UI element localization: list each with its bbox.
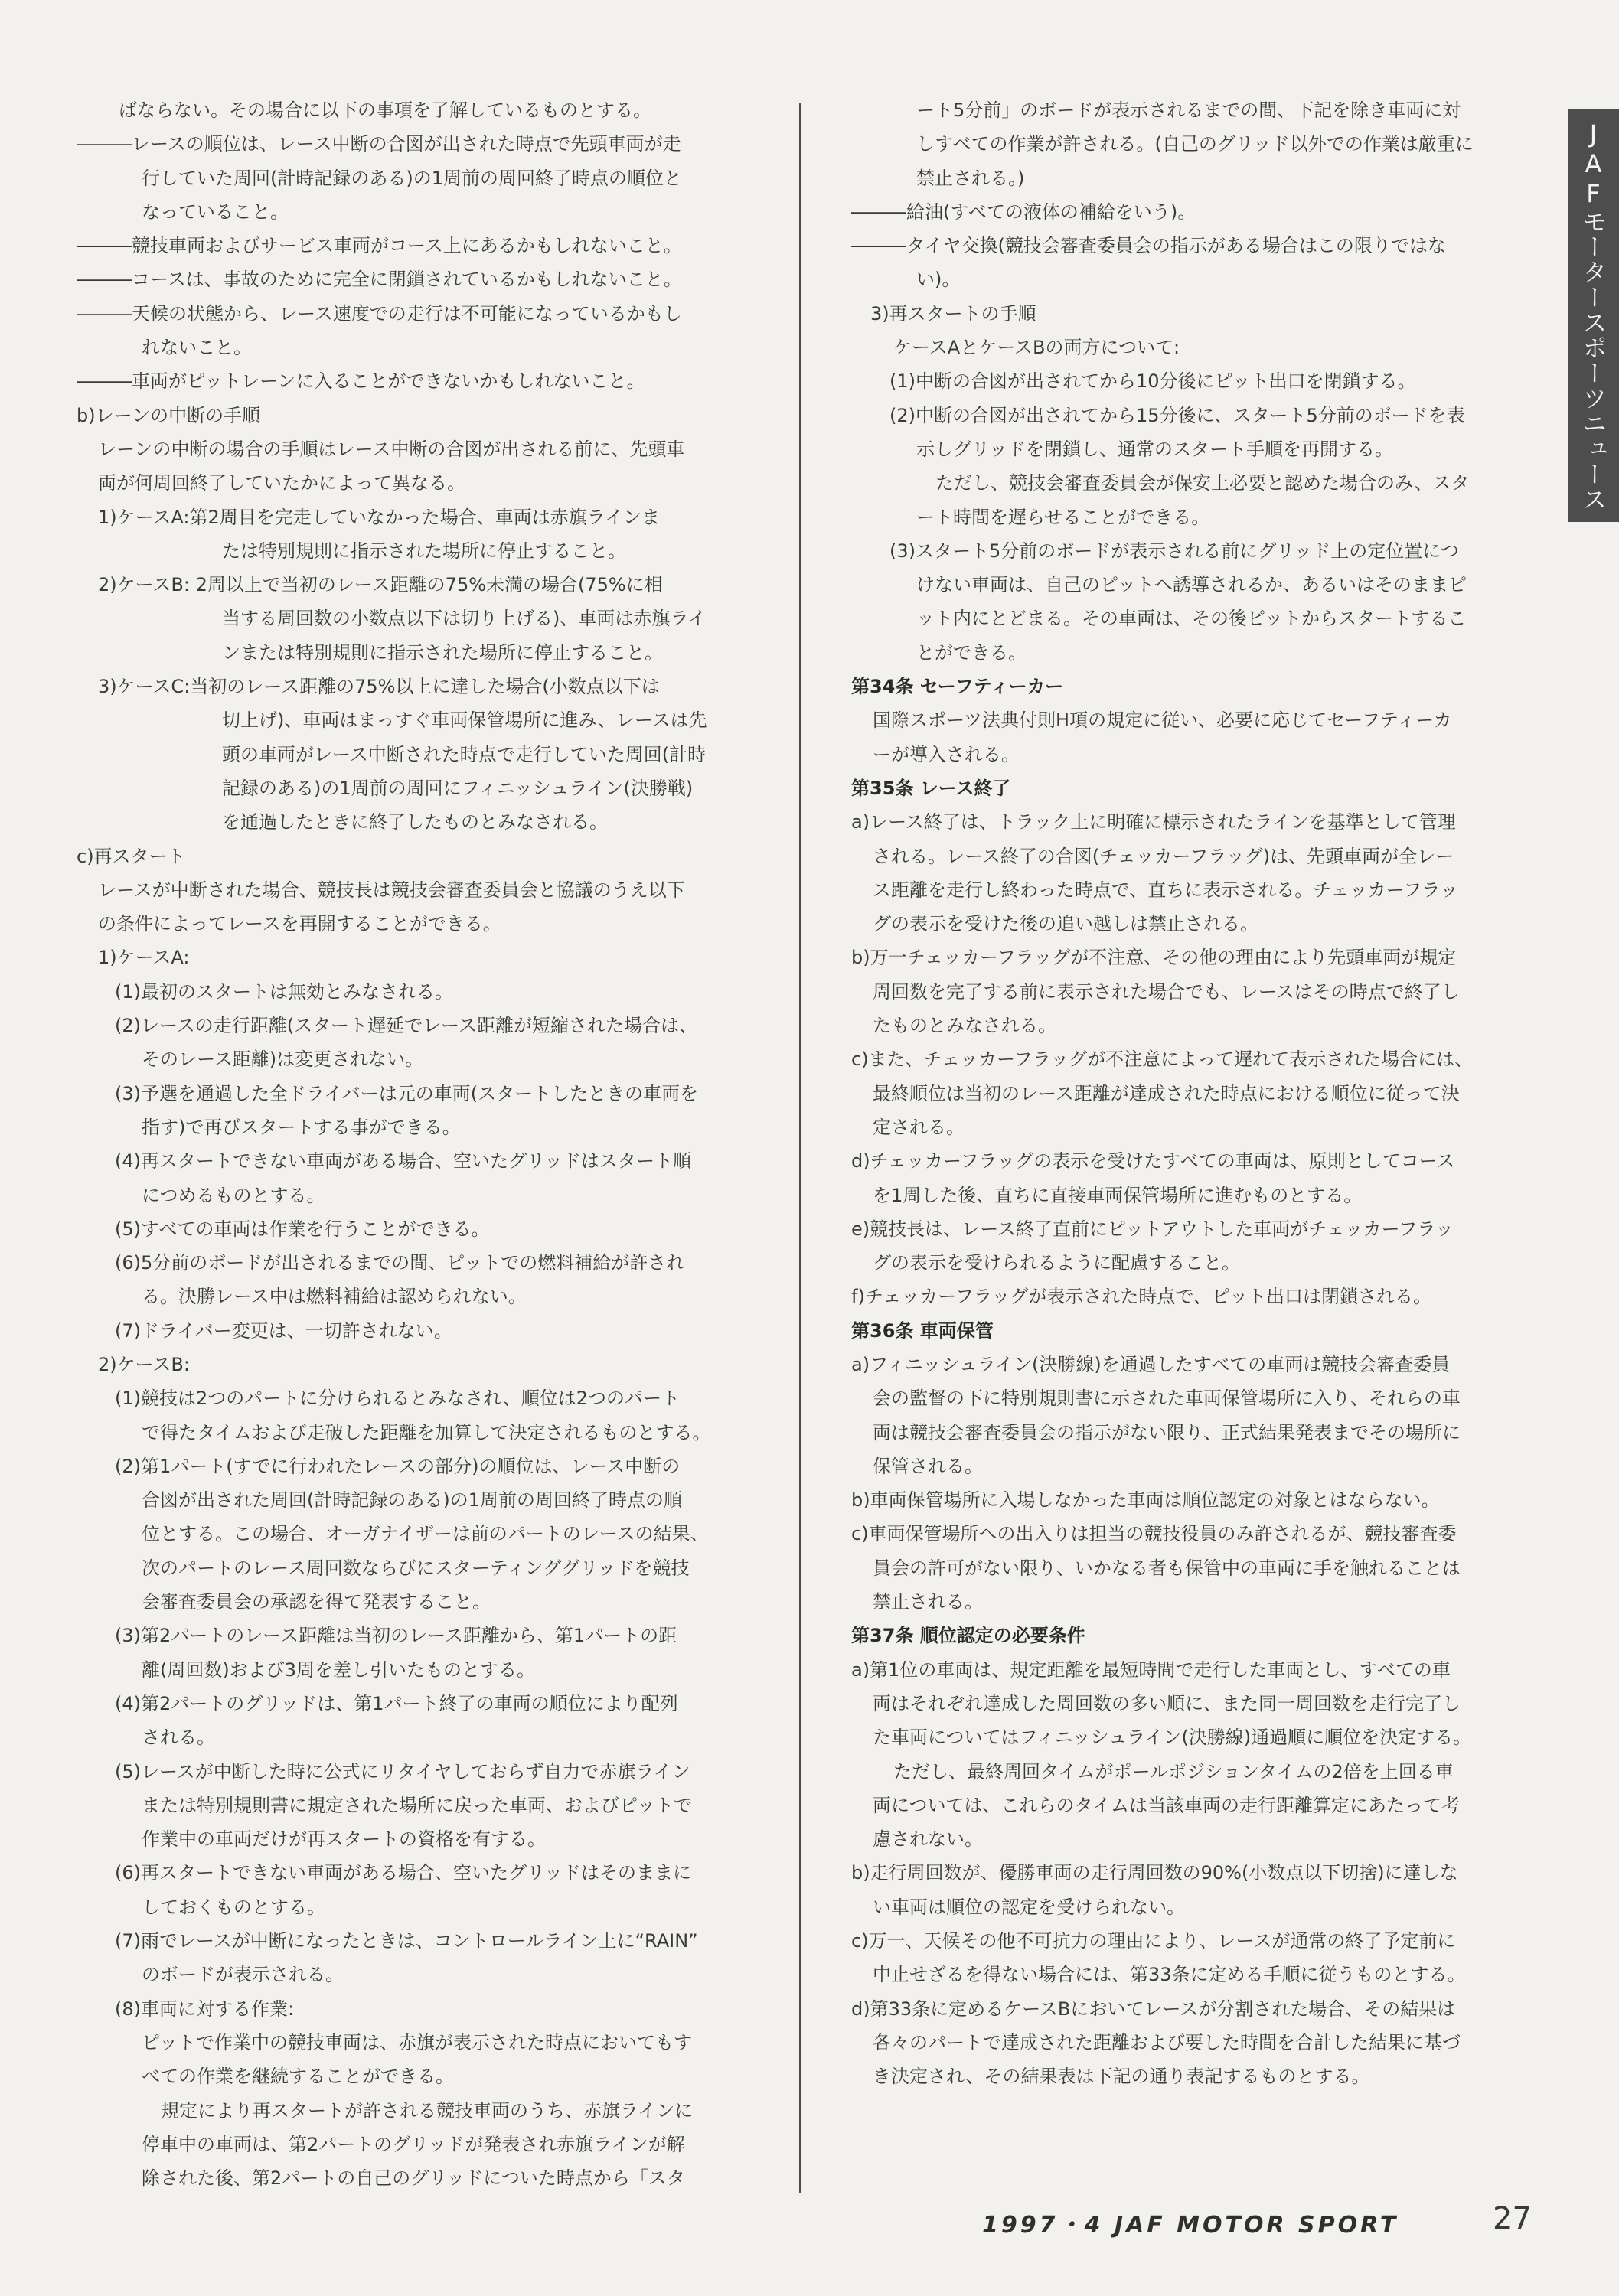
text-line: (7)ドライバー変更は、一切許されない。 (115, 1319, 452, 1342)
text-line: ーが導入される。 (873, 743, 1020, 765)
text-line: る。決勝レース中は燃料補給は認められない。 (142, 1286, 527, 1308)
text-line: 最終順位は当初のレース距離が達成された時点における順位に従って決 (873, 1082, 1460, 1104)
text-line: 行していた周回(計時記録のある)の1周前の周回終了時点の順位と (142, 167, 682, 189)
section-heading: 第35条 レース終了 (851, 777, 1011, 799)
text-line: (2)第1パート(すでに行われたレースの部分)の順位は、レース中断の (115, 1455, 681, 1477)
text-line: 合図が出された周回(計時記録のある)の1周前の周回終了時点の順 (142, 1489, 682, 1512)
text-line: 員会の許可がない限り、いかなる者も保管中の車両に手を触れることは (873, 1557, 1461, 1579)
text-line: 会の監督の下に特別規則書に示された車両保管場所に入り、それらの車 (873, 1388, 1461, 1410)
text-line: 規定により再スタートが許される競技車両のうち、赤旗ラインに (161, 2099, 694, 2122)
text-line: b)レーンの中断の手順 (77, 404, 261, 426)
text-line: 作業中の車両だけが再スタートの資格を有する。 (142, 1828, 546, 1851)
text-line: される。 (142, 1727, 215, 1749)
text-line: 禁止される。) (916, 167, 1025, 189)
text-line: ート5分前」のボードが表示されるまでの間、下記を除き車両に対 (916, 99, 1461, 121)
text-line: ケースAとケースBの両方について: (893, 337, 1180, 359)
text-line: ばならない。その場合に以下の事項を了解しているものとする。 (119, 99, 651, 121)
text-line: べての作業を継続することができる。 (142, 2066, 454, 2088)
section-heading: 第34条 セーフティーカー (851, 676, 1064, 698)
text-line: で得たタイムおよび走破した距離を加算して決定されるものとする。 (142, 1421, 711, 1443)
text-line: (6)再スタートできない車両がある場合、空いたグリッドはそのままに (115, 1862, 692, 1884)
text-line: けない車両は、自己のピットへ誘導されるか、あるいはそのままピ (916, 574, 1467, 596)
text-line: c)また、チェッカーフラッグが不注意によって遅れて表示された場合には、 (851, 1049, 1474, 1071)
side-tab: JAFモータースポーツニュース (1568, 109, 1619, 522)
text-line: ―――車両がピットレーンに入ることができないかもしれないこと。 (77, 370, 645, 393)
text-line: (8)車両に対する作業: (115, 1998, 295, 2020)
text-line: e)競技長は、レース終了直前にピットアウトした車両がチェッカーフラッ (851, 1218, 1454, 1240)
section-heading: 第37条 順位認定の必要条件 (851, 1625, 1085, 1647)
section-heading: 第36条 車両保管 (851, 1319, 994, 1342)
text-line: た車両についてはフィニッシュライン(決勝線)通過順に順位を決定する。 (873, 1727, 1472, 1749)
text-line: 離(周回数)および3周を差し引いたものとする。 (142, 1658, 535, 1681)
text-line: (4)第2パートのグリッドは、第1パート終了の車両の順位により配列 (115, 1692, 678, 1714)
text-line: (1)競技は2つのパートに分けられるとみなされ、順位は2つのパート (115, 1388, 680, 1410)
text-line: 両が何周回終了していたかによって異なる。 (98, 472, 465, 494)
footer-title: 1997・4 JAF MOTOR SPORT (982, 2212, 1399, 2239)
text-line: のボードが表示される。 (142, 1964, 344, 1986)
text-line: 両はそれぞれ達成した周回数の多い順に、また同一周回数を走行完了し (873, 1692, 1461, 1714)
text-line: れないこと。 (142, 337, 252, 359)
text-line: (3)第2パートのレース距離は当初のレース距離から、第1パートの距 (115, 1625, 677, 1647)
text-line: 慮されない。 (873, 1828, 983, 1851)
text-line: 2)ケースB: (98, 1353, 190, 1375)
page-number: 27 (1493, 2201, 1532, 2236)
column-divider (799, 103, 801, 2193)
text-line: 両は競技会審査委員会の指示がない限り、正式結果発表までその場所に (873, 1421, 1461, 1443)
text-line: 3)再スタートの手順 (870, 302, 1036, 325)
text-line: レーンの中断の場合の手順はレース中断の合図が出される前に、先頭車 (98, 438, 685, 460)
text-line: ンまたは特別規則に指示された場所に停止すること。 (222, 641, 663, 664)
text-line: ピットで作業中の競技車両は、赤旗が表示された時点においてもす (142, 2031, 693, 2053)
text-line: 定される。 (873, 1116, 965, 1138)
text-line: または特別規則書に規定された場所に戻った車両、およびピットで (142, 1794, 693, 1816)
text-line: (2)レースの走行距離(スタート遅延でレース距離が短縮された場合は、 (115, 1015, 697, 1037)
text-line: しすべての作業が許される。(自己のグリッド以外での作業は厳重に (916, 133, 1474, 155)
text-line: ―――レースの順位は、レース中断の合図が出された時点で先頭車両が走 (77, 133, 681, 155)
text-line: (1)中断の合図が出されてから10分後にピット出口を閉鎖する。 (889, 370, 1416, 393)
text-line: 会審査委員会の承認を得て発表すること。 (142, 1591, 491, 1613)
text-line: なっていること。 (142, 201, 289, 223)
text-line: (3)予選を通過した全ドライバーは元の車両(スタートしたときの車両を (115, 1082, 699, 1104)
text-line: (5)すべての車両は作業を行うことができる。 (115, 1218, 490, 1240)
text-line: とができる。 (916, 641, 1027, 664)
text-line: 各々のパートで達成された距離および要した時間を合計した結果に基づ (873, 2031, 1461, 2053)
text-line: (7)雨でレースが中断になったときは、コントロールライン上に“RAIN” (115, 1930, 698, 1952)
text-line: ―――タイヤ交換(競技会審査委員会の指示がある場合はこの限りではな (851, 235, 1446, 257)
right-column (851, 93, 1529, 2094)
text-line: 頭の車両がレース中断された時点で走行していた周回(計時 (222, 743, 707, 765)
text-line: 2)ケースB: 2周以上で当初のレース距離の75%未満の場合(75%に相 (98, 574, 663, 596)
text-line: a)レース終了は、トラック上に明確に標示されたラインを基準として管理 (851, 811, 1456, 833)
text-line: につめるものとする。 (142, 1184, 325, 1206)
text-line: ただし、最終周回タイムがポールポジションタイムの2倍を上回る車 (893, 1760, 1454, 1782)
text-line: ス距離を走行し終わった時点で、直ちに表示される。チェッカーフラッ (873, 879, 1458, 901)
text-line: たものとみなされる。 (873, 1015, 1056, 1037)
text-line: される。レース終了の合図(チェッカーフラッグ)は、先頭車両が全レー (873, 845, 1454, 867)
text-line: ット内にとどまる。その車両は、その後ピットからスタートするこ (916, 608, 1467, 630)
text-line: ―――給油(すべての液体の補給をいう)。 (851, 201, 1196, 223)
text-line: 示しグリッドを閉鎖し、通常のスタート手順を再開する。 (916, 438, 1394, 460)
text-line: d)第33条に定めるケースBにおいてレースが分割された場合、その結果は (851, 1998, 1456, 2020)
text-line: (1)最初のスタートは無効とみなされる。 (115, 980, 453, 1003)
text-line: b)万一チェッカーフラッグが不注意、その他の理由により先頭車両が規定 (851, 947, 1457, 969)
text-line: ート時間を遅らせることができる。 (916, 506, 1210, 528)
text-line: い車両は順位の認定を受けられない。 (873, 1896, 1185, 1918)
text-line: 停車中の車両は、第2パートのグリッドが発表され赤旗ラインが解 (142, 2133, 685, 2155)
left-column (77, 93, 765, 2195)
text-line: い)。 (916, 269, 961, 291)
text-line: ―――競技車両およびサービス車両がコース上にあるかもしれないこと。 (77, 235, 682, 257)
text-line: 除された後、第2パートの自己のグリッドについた時点から「スタ (142, 2167, 685, 2190)
text-line: グの表示を受けた後の追い越しは禁止される。 (873, 913, 1258, 935)
text-line: 位とする。この場合、オーガナイザーは前のパートのレースの結果、 (142, 1523, 709, 1545)
text-line: 記録のある)の1周前の周回にフィニッシュライン(決勝戦) (222, 777, 694, 799)
text-line: ―――コースは、事故のために完全に閉鎖されているかもしれないこと。 (77, 269, 682, 291)
text-line: (4)再スタートできない車両がある場合、空いたグリッドはスタート順 (115, 1150, 692, 1172)
text-line: 1)ケースA: (98, 947, 190, 969)
text-line: 禁止される。 (873, 1591, 983, 1613)
text-line: a)フィニッシュライン(決勝線)を通過したすべての車両は競技会審査委員 (851, 1353, 1451, 1375)
text-line: 次のパートのレース周回数ならびにスターティンググリッドを競技 (142, 1557, 690, 1579)
text-line: 3)ケースC:当初のレース距離の75%以上に達した場合(小数点以下は (98, 676, 660, 698)
text-line: c)再スタート (77, 845, 186, 867)
text-line: 1)ケースA:第2周目を完走していなかった場合、車両は赤旗ラインま (98, 506, 661, 528)
text-line: ―――天候の状態から、レース速度での走行は不可能になっているかもし (77, 302, 682, 325)
text-line: (5)レースが中断した時に公式にリタイヤしておらず自力で赤旗ライン (115, 1760, 690, 1782)
text-line: を1周した後、直ちに直接車両保管場所に進むものとする。 (873, 1184, 1363, 1206)
text-line: の条件によってレースを再開することができる。 (98, 913, 501, 935)
text-line: (2)中断の合図が出されてから15分後に、スタート5分前のボードを表 (889, 404, 1465, 426)
text-line: (3)スタート5分前のボードが表示される前にグリッド上の定位置につ (889, 540, 1459, 562)
text-line: c)万一、天候その他不可抗力の理由により、レースが通常の終了予定前に (851, 1930, 1456, 1952)
text-line: c)車両保管場所への出入りは担当の競技役員のみ許されるが、競技審査委 (851, 1523, 1457, 1545)
text-line: ただし、競技会審査委員会が保安上必要と認めた場合のみ、スタ (935, 472, 1470, 494)
text-line: そのレース距離)は変更されない。 (142, 1049, 424, 1071)
text-line: d)チェッカーフラッグの表示を受けたすべての車両は、原則としてコース (851, 1150, 1455, 1172)
text-line: 中止せざるを得ない場合には、第33条に定める手順に従うものとする。 (873, 1964, 1466, 1986)
text-line: 切上げ)、車両はまっすぐ車両保管場所に進み、レースは先 (222, 709, 707, 732)
text-line: 保管される。 (873, 1455, 983, 1477)
text-line: グの表示を受けられるように配慮すること。 (873, 1252, 1240, 1274)
text-line: しておくものとする。 (142, 1896, 325, 1918)
text-line: b)車両保管場所に入場しなかった車両は順位認定の対象とはならない。 (851, 1489, 1440, 1512)
text-line: 指す)で再びスタートする事ができる。 (142, 1116, 461, 1138)
text-line: 当する周回数の小数点以下は切り上げる)、車両は赤旗ライ (222, 608, 707, 630)
text-line: 周回数を完了する前に表示された場合でも、レースはその時点で終了し (873, 980, 1460, 1003)
text-line: レースが中断された場合、競技長は競技会審査委員会と協議のうえ以下 (98, 879, 685, 901)
text-line: を通過したときに終了したものとみなされる。 (222, 811, 608, 833)
text-line: (6)5分前のボードが出されるまでの間、ピットでの燃料補給が許され (115, 1252, 685, 1274)
text-line: f)チェッカーフラッグが表示された時点で、ピット出口は閉鎖される。 (851, 1286, 1431, 1308)
text-line: たは特別規則に指示された場所に停止すること。 (222, 540, 626, 562)
text-line: b)走行周回数が、優勝車両の走行周回数の90%(小数点以下切捨)に達しな (851, 1862, 1458, 1884)
text-line: 国際スポーツ法典付則H項の規定に従い、必要に応じてセーフティーカ (873, 709, 1452, 732)
text-line: 両については、これらのタイムは当該車両の走行距離算定にあたって考 (873, 1794, 1461, 1816)
text-line: a)第1位の車両は、規定距離を最短時間で走行した車両とし、すべての車 (851, 1658, 1451, 1681)
text-line: き決定され、その結果表は下記の通り表記するものとする。 (873, 2066, 1370, 2088)
